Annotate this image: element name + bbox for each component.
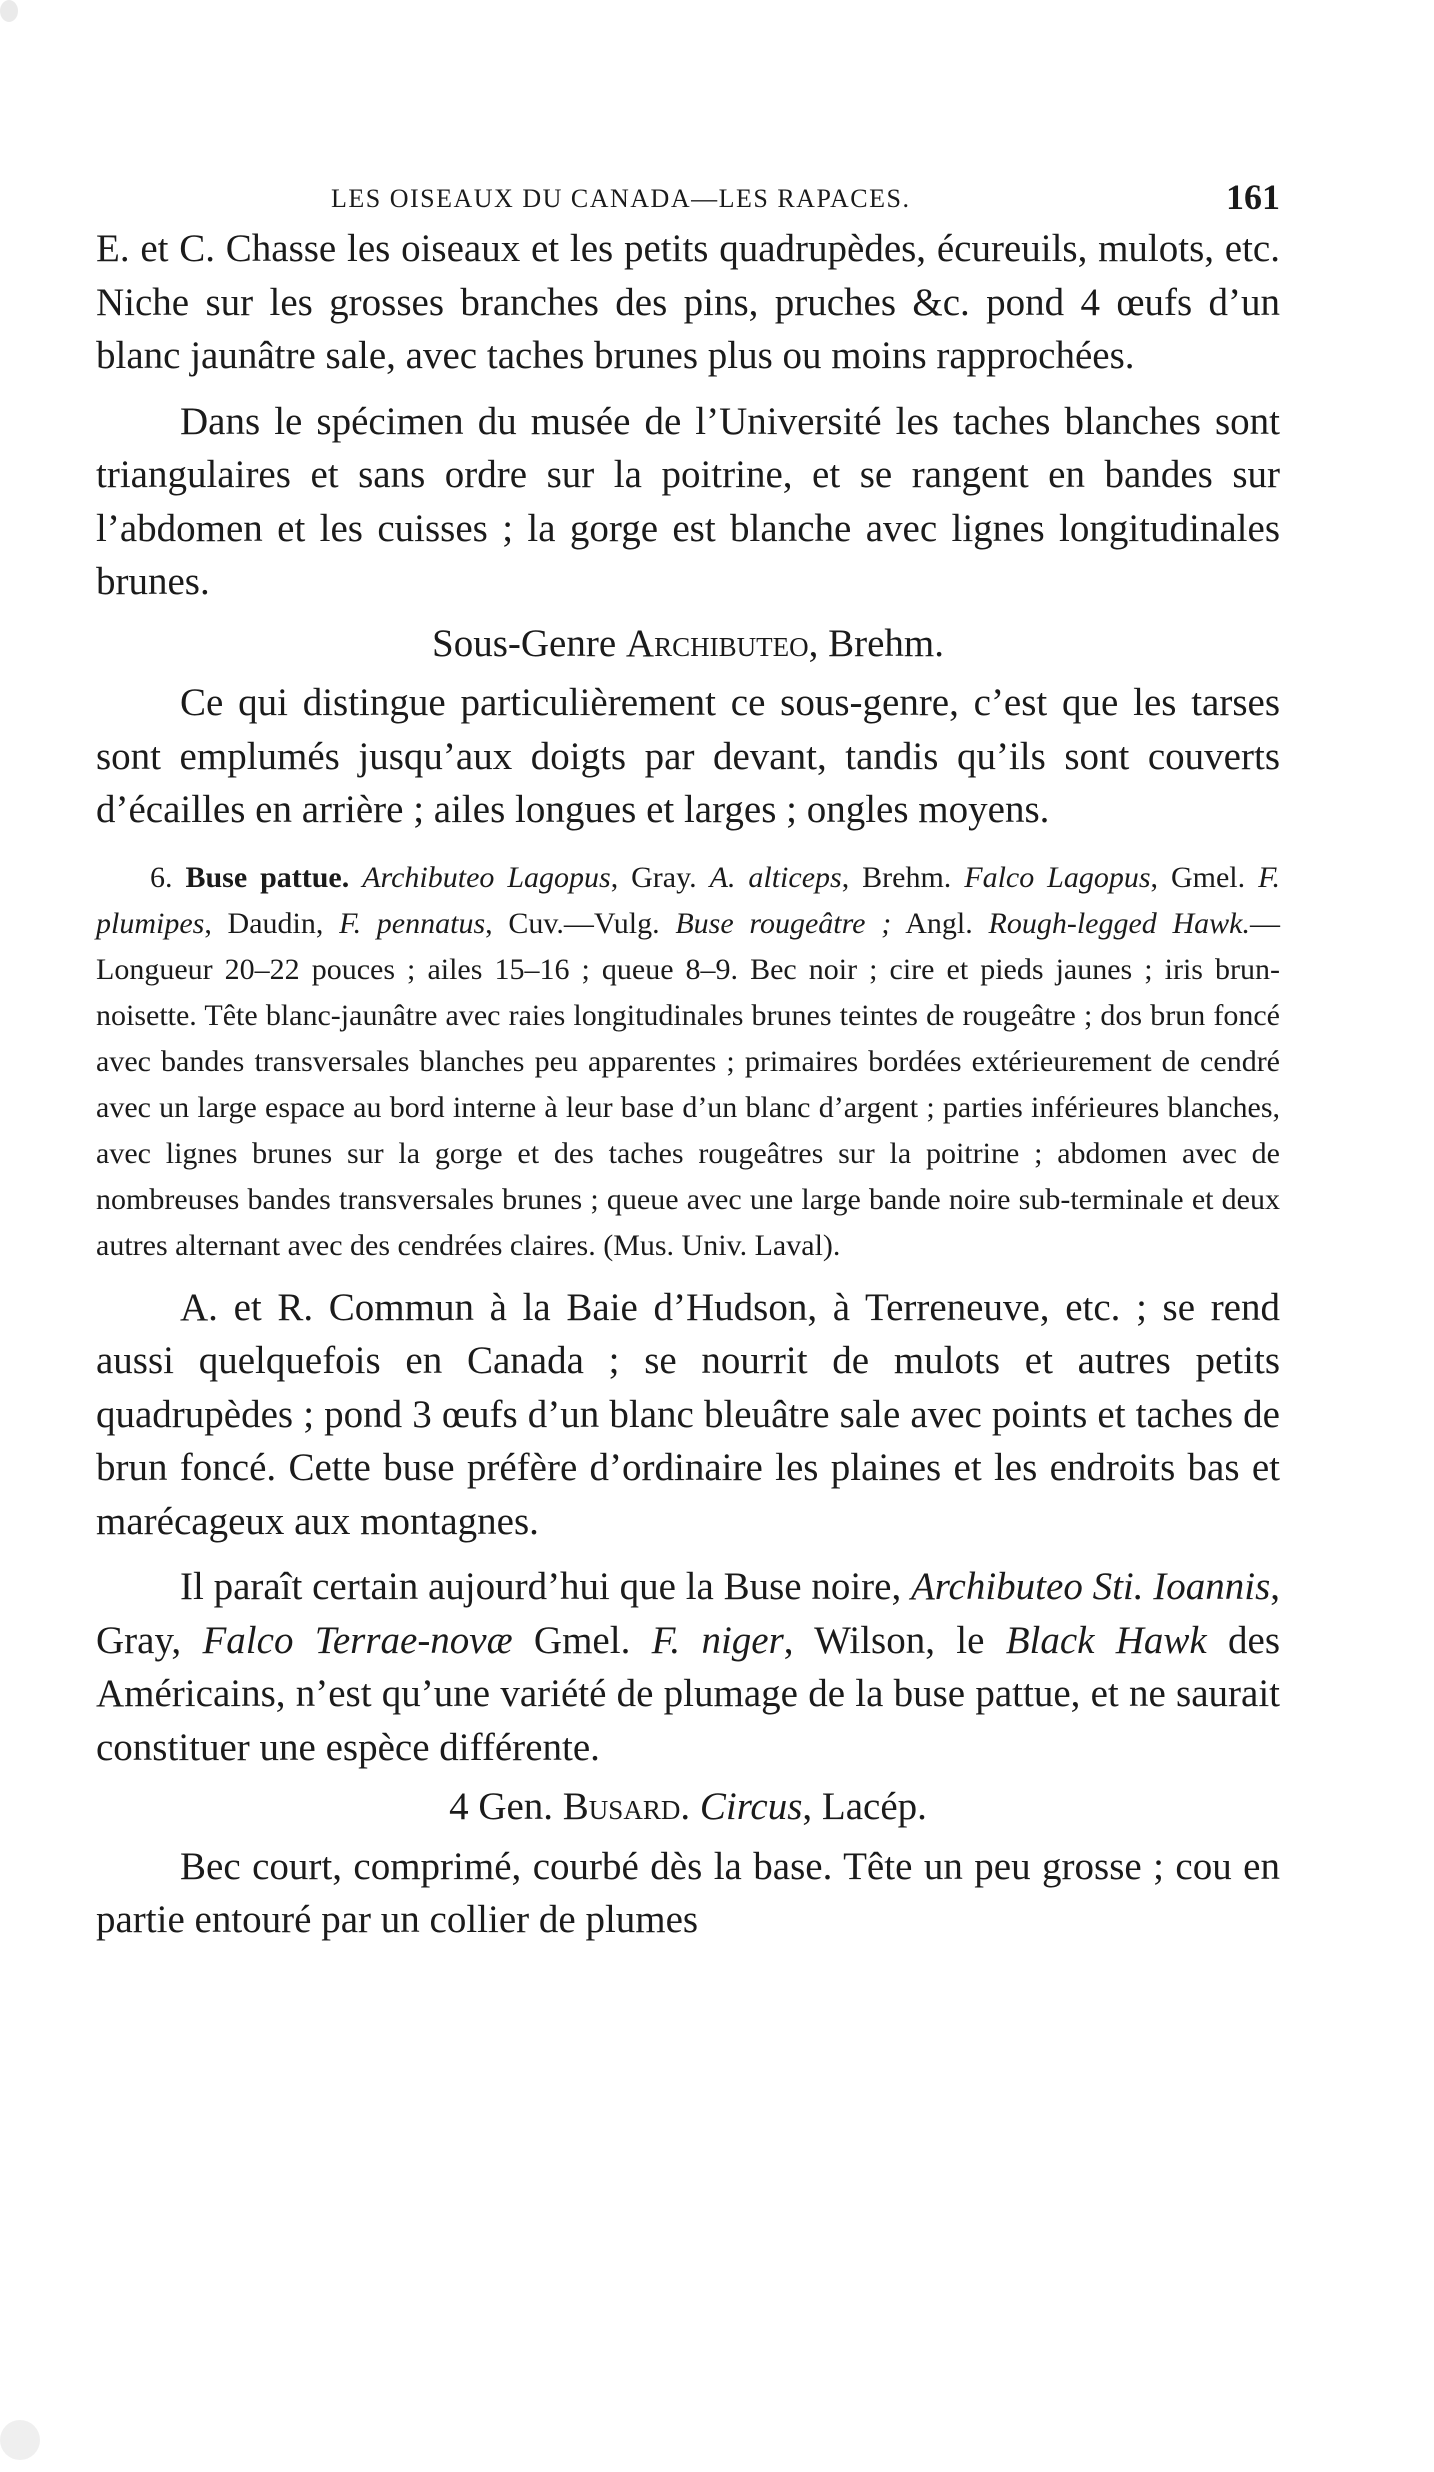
subgenus-author: , Brehm.	[808, 621, 944, 665]
paper-stain	[0, 2420, 40, 2460]
variety-authority: , Wilson, le	[783, 1618, 985, 1662]
subgenus-name: Archibuteo	[625, 621, 809, 665]
species-authority: , Cuv.—Vulg.	[485, 906, 660, 940]
species-authority: , Brehm.	[841, 860, 952, 894]
paragraph-subgenus: Ce qui distingue particulièrement ce sous-genre, c’est que les tarses sont emplumés jusqu’aux doigts par devant, tandis qu’ils sont couverts d’écailles en arrière ; ailes longues et larges ; ongles moyens.	[96, 681, 1280, 831]
variety-sci-name: Falco Terrae-novæ	[202, 1618, 513, 1662]
variety-english-name: Black Hawk	[1005, 1618, 1207, 1662]
subgenus-prefix: Sous-Genre	[432, 621, 617, 665]
subgenus-body	[96, 676, 1280, 837]
species-synonym: A. alticeps	[709, 860, 842, 894]
variety-intro: Il paraît certain aujourd’hui que la Buse noire,	[180, 1565, 902, 1608]
subgenus-heading	[96, 617, 1280, 671]
species-sci-name: Archibuteo Lagopus	[362, 860, 611, 894]
page-number: 161	[1226, 177, 1280, 217]
species-entry	[96, 855, 1280, 1269]
genus-author: , Lacép.	[802, 1785, 927, 1828]
genus-latin: Circus	[699, 1785, 803, 1828]
running-title: LES OISEAUX DU CANADA—LES RAPACES.	[331, 184, 911, 213]
species-synonym: F. plumipes	[96, 860, 1281, 940]
paragraph-continued: E. et C. Chasse les oiseaux et les petits quadrupèdes, écureuils, mulots, etc. Niche sur les grosses branches des pins, pruches &c. pond 4 œufs d’un blanc jaunâtre sale, avec taches brunes plus ou moins rapprochées.	[96, 227, 1280, 377]
paragraph-specimen: Dans le spécimen du musée de l’Université les taches blanches sont triangulaires et sans ordre sur la poitrine, et se rangent en bandes sur l’abdomen et les cuisses ; la gorge est blanche avec lignes longitudinales brunes.	[96, 399, 1280, 603]
genus-number: 4 Gen.	[449, 1785, 554, 1828]
variety-rest: des Américains, n’est qu’une variété de plumage de la buse pattue, et ne saurait constituer une espèce différente.	[96, 1618, 1281, 1769]
species-authority: , Gray.	[610, 860, 697, 894]
english-label: Angl.	[905, 906, 973, 940]
body-text-top	[96, 222, 1280, 609]
species-vernacular: Buse rougeâtre ;	[675, 906, 892, 940]
habitat-body	[96, 1281, 1280, 1775]
genus-body	[96, 1840, 1280, 1947]
species-authority: , Daudin,	[204, 906, 324, 940]
paragraph-genus: Bec court, comprimé, courbé dès la base. Tête un peu grosse ; cou en partie entouré par un collier de plumes	[96, 1844, 1280, 1941]
species-synonym: F. pennatus	[339, 906, 486, 940]
species-common-name: Buse pattue.	[185, 860, 350, 894]
species-synonym: Falco Lagopus	[964, 860, 1151, 894]
variety-authority: , Gray,	[96, 1565, 1280, 1662]
species-measurements: —Longueur 20–22 pouces ; ailes 15–16 ; queue 8–9. Bec noir ; cire et pieds jaunes ; iris brun-noisette. Tête blanc-jaunâtre avec raies longitudinales brunes teintes de rougeâtre ; dos brun foncé avec bandes transversales blanches peu apparentes ; primaires bordées extérieurement de cendré avec un large espace au bord interne à leur base d’un blanc d’argent ; parties inférieures blanches, avec lignes brunes sur la gorge et des taches rougeâtres sur la poitrine ; abdomen avec de nombreuses bandes transversales brunes ; queue avec une large bande noire sub-terminale et deux autres alternant avec des cendrées claires. (Mus. Univ. Laval).	[96, 906, 1280, 1262]
paragraph-habitat: A. et R. Commun à la Baie d’Hudson, à Terreneuve, etc. ; se rend aussi quelquefois en Canada ; se nourrit de mulots et autres petits quadrupèdes ; pond 3 œufs d’un blanc bleuâtre sale avec points et taches de brun foncé. Cette buse préfère d’ordinaire les plaines et les endroits bas et marécageux aux montagnes.	[96, 1285, 1280, 1543]
variety-sci-name: Archibuteo Sti. Ioannis	[910, 1565, 1271, 1608]
running-head	[96, 172, 1280, 222]
book-page	[96, 172, 1280, 1947]
species-number: 6.	[150, 860, 173, 894]
species-english-name: Rough-legged Hawk.	[988, 906, 1250, 940]
paper-stain	[0, 0, 18, 22]
variety-sci-name: F. niger	[651, 1618, 784, 1662]
variety-authority: Gmel.	[512, 1618, 631, 1662]
paragraph-variety	[96, 1560, 1280, 1774]
genus-heading	[96, 1780, 1280, 1834]
species-description	[96, 855, 1280, 1269]
genus-name: Busard.	[562, 1785, 691, 1828]
species-authority: , Gmel.	[1150, 860, 1246, 894]
